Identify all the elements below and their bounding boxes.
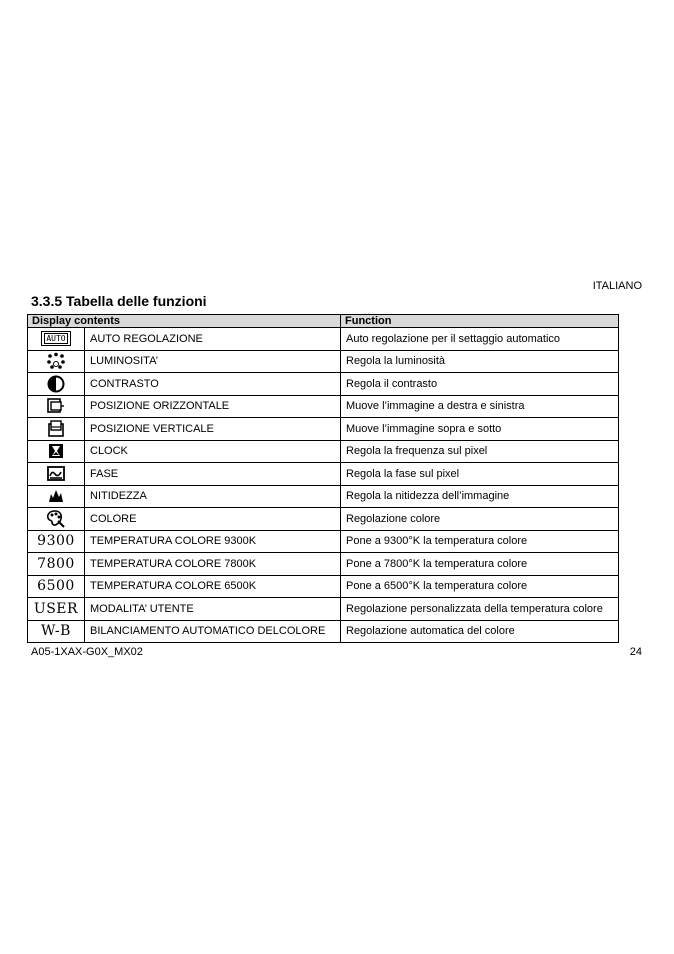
row-name: CONTRASTO xyxy=(85,373,341,396)
9300-icon: 9300 xyxy=(37,533,75,550)
row-function: Regola la nitidezza dell’immagine xyxy=(341,485,619,508)
brightness-icon xyxy=(46,352,66,370)
user-icon: USER xyxy=(33,600,79,617)
row-function: Muove l’immagine a destra e sinistra xyxy=(341,395,619,418)
row-name: BILANCIAMENTO AUTOMATICO DELCOLORE xyxy=(85,620,341,643)
row-name: CLOCK xyxy=(85,440,341,463)
row-function: Regolazione personalizzata della temperatura colore xyxy=(341,598,619,621)
row-name: FASE xyxy=(85,463,341,486)
row-name: NITIDEZZA xyxy=(85,485,341,508)
table-row xyxy=(28,485,619,508)
6500-icon: 6500 xyxy=(37,578,75,595)
table-row xyxy=(28,575,619,598)
table-row xyxy=(28,530,619,553)
table-row xyxy=(28,553,619,576)
auto-icon: AUTO xyxy=(41,331,70,346)
clock-icon xyxy=(48,443,64,459)
row-name: COLORE xyxy=(85,508,341,531)
row-function: Pone a 9300°K la temperatura colore xyxy=(341,530,619,553)
row-function: Auto regolazione per il settaggio automatico xyxy=(341,328,619,351)
v-position-icon xyxy=(47,420,65,438)
table-row xyxy=(28,598,619,621)
7800-icon: 7800 xyxy=(37,555,75,572)
row-name: TEMPERATURA COLORE 6500K xyxy=(85,575,341,598)
h-position-icon xyxy=(47,398,65,414)
phase-icon xyxy=(47,466,65,481)
row-name: POSIZIONE ORIZZONTALE xyxy=(85,395,341,418)
row-name: POSIZIONE VERTICALE xyxy=(85,418,341,441)
table-row xyxy=(28,373,619,396)
table-header-row xyxy=(28,315,619,328)
doc-code: A05-1XAX-G0X_MX02 xyxy=(31,646,143,658)
row-function: Regola il contrasto xyxy=(341,373,619,396)
table-row xyxy=(28,508,619,531)
table-row xyxy=(28,350,619,373)
language-label: ITALIANO xyxy=(592,280,642,292)
table-row xyxy=(28,620,619,643)
table-row xyxy=(28,395,619,418)
table-row xyxy=(28,328,619,351)
row-name: AUTO REGOLAZIONE xyxy=(85,328,341,351)
section-title: 3.3.5 Tabella delle funzioni xyxy=(31,293,207,309)
row-name: TEMPERATURA COLORE 9300K xyxy=(85,530,341,553)
row-function: Regola la frequenza sul pixel xyxy=(341,440,619,463)
function-table xyxy=(27,314,619,643)
contrast-icon xyxy=(47,375,65,393)
color-palette-icon xyxy=(46,510,66,528)
sharpness-icon xyxy=(48,489,64,503)
table-row xyxy=(28,440,619,463)
row-function: Regola la luminosità xyxy=(341,350,619,373)
wb-icon: W-B xyxy=(41,623,71,640)
header-function: Function xyxy=(341,315,619,328)
row-name: LUMINOSITA’ xyxy=(85,350,341,373)
row-function: Pone a 7800°K la temperatura colore xyxy=(341,553,619,576)
row-function: Muove l’immagine sopra e sotto xyxy=(341,418,619,441)
row-function: Regolazione automatica del colore xyxy=(341,620,619,643)
row-function: Pone a 6500°K la temperatura colore xyxy=(341,575,619,598)
page-number: 24 xyxy=(629,646,642,658)
table-row xyxy=(28,463,619,486)
row-name: MODALITA’ UTENTE xyxy=(85,598,341,621)
row-function: Regola la fase sul pixel xyxy=(341,463,619,486)
header-display-contents: Display contents xyxy=(28,315,341,328)
table-row xyxy=(28,418,619,441)
row-function: Regolazione colore xyxy=(341,508,619,531)
row-name: TEMPERATURA COLORE 7800K xyxy=(85,553,341,576)
